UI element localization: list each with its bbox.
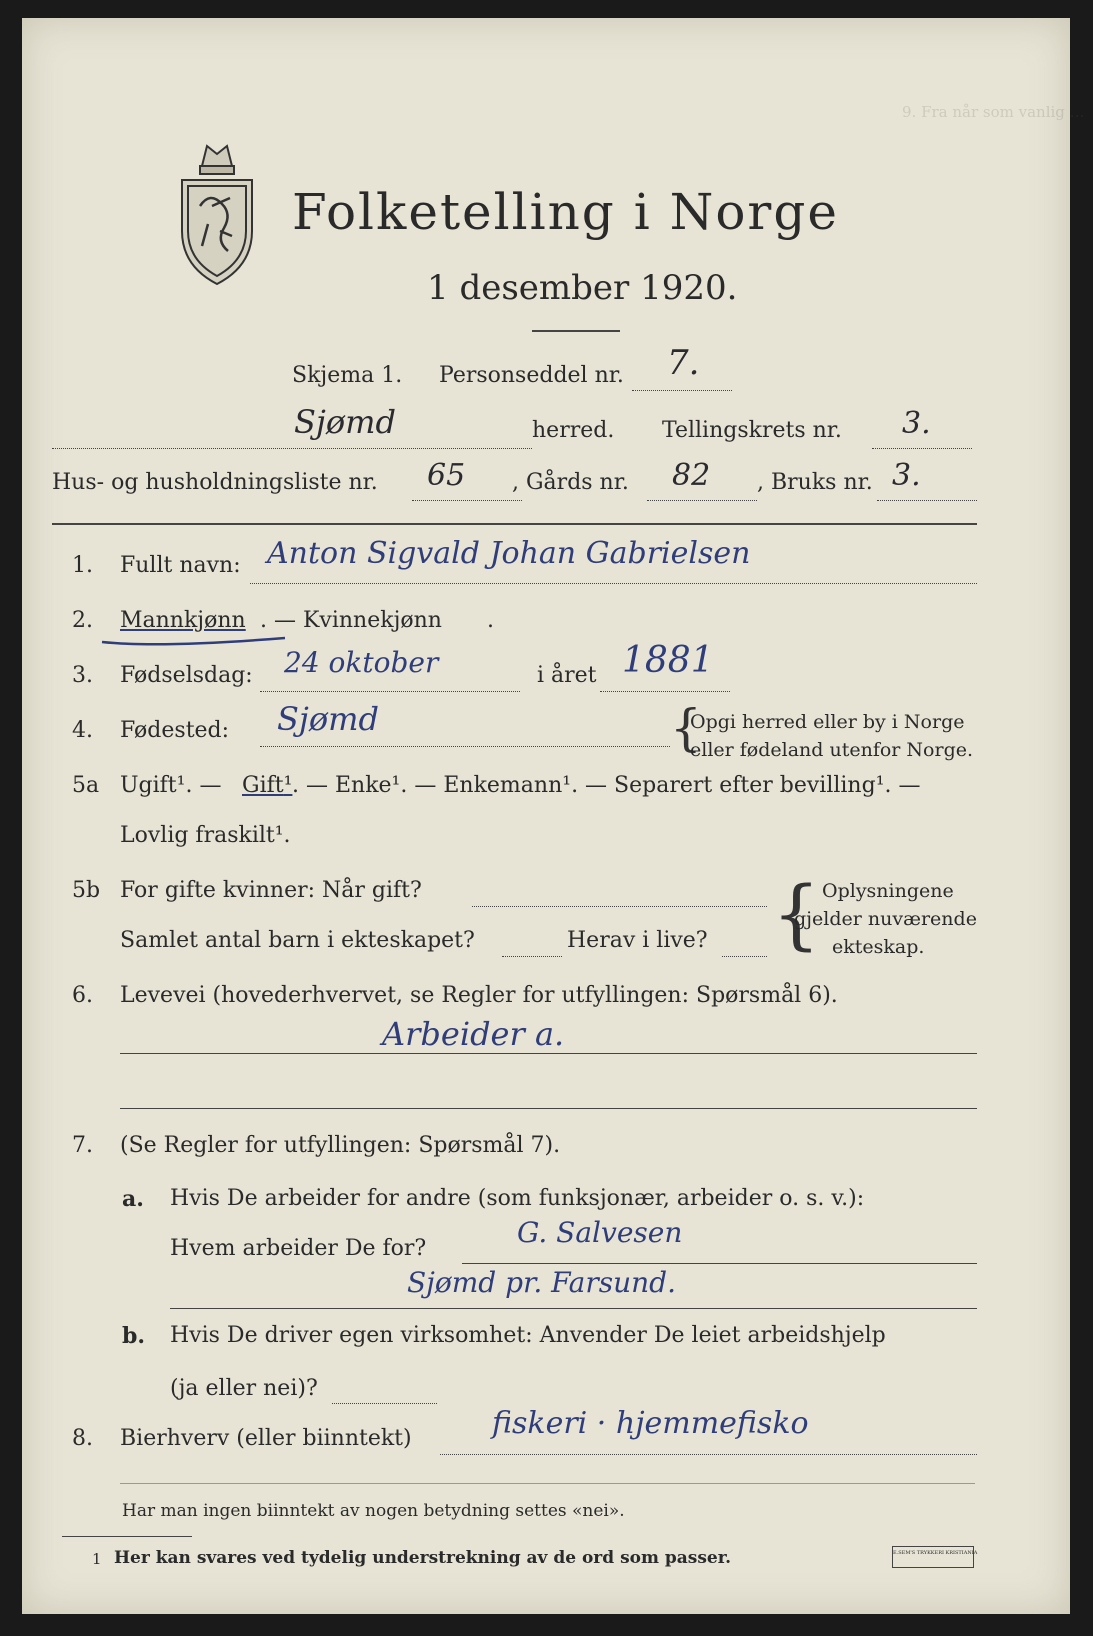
q4-note-line2: eller fødeland utenfor Norge. — [690, 739, 974, 761]
herred-value: Sjømd — [294, 403, 396, 441]
q5b-alive-line — [722, 956, 767, 957]
q5a-married-option: Gift¹ — [242, 773, 293, 798]
q2-underline-stroke — [100, 628, 290, 650]
footnote-mark: 1 — [92, 1550, 102, 1568]
bruks-value: 3. — [892, 458, 921, 493]
q4-note-line1: Opgi herred eller by i Norge — [690, 711, 965, 733]
q5b-children-line — [502, 956, 562, 957]
q2-end: . — [487, 608, 494, 633]
q3-year-line — [600, 691, 730, 692]
title-rule — [532, 330, 620, 332]
q4-brace: { — [670, 699, 702, 757]
q7b-line — [332, 1403, 437, 1404]
footnote-text: Her kan svares ved tydelig understrekning av de ord som passer. — [114, 1548, 732, 1568]
husliste-value: 65 — [427, 458, 466, 493]
q4-label: Fødested: — [120, 718, 230, 743]
q7a-employer-value-1: G. Salvesen — [517, 1216, 683, 1249]
bruks-label: , Bruks nr. — [757, 470, 873, 495]
tellingskrets-label: Tellingskrets nr. — [662, 418, 842, 443]
q6-number: 6. — [72, 983, 93, 1008]
q5a-unmarried: Ugift¹. — — [120, 773, 222, 798]
gards-label: , Gårds nr. — [512, 470, 629, 495]
q5a-divorced-option: Lovlig fraskilt¹. — [120, 823, 291, 848]
q5b-note-line1: Oplysningene — [822, 880, 954, 902]
tellingskrets-value: 3. — [902, 406, 931, 441]
q8-line — [440, 1454, 977, 1455]
tellingskrets-line — [872, 448, 972, 449]
q5b-brace: { — [772, 869, 821, 958]
q7a-employer-value-2: Sjømd pr. Farsund. — [407, 1266, 676, 1299]
q3-value: 24 oktober — [284, 646, 439, 679]
q7b-label: Hvis De driver egen virksomhet: Anvender De leiet arbeidshjelp — [170, 1323, 886, 1348]
q5b-children-label: Samlet antal barn i ekteskapet? — [120, 928, 475, 953]
q1-number: 1. — [72, 553, 93, 578]
q6-line-1 — [120, 1053, 977, 1054]
husliste-line — [412, 500, 522, 501]
q1-label: Fullt navn: — [120, 553, 241, 578]
q7a-employer-line-2 — [170, 1308, 977, 1309]
q3-number: 3. — [72, 663, 93, 688]
q5a-number: 5a — [72, 773, 100, 798]
q5b-note-line3: ekteskap. — [832, 936, 925, 958]
q8-value: fiskeri · hjemmefisko — [492, 1406, 809, 1441]
q2-female-option: . — Kvinnekjønn — [260, 608, 442, 633]
q5b-alive-label: Herav i live? — [567, 928, 708, 953]
schema-label: Skjema 1. — [292, 363, 403, 388]
bleed-through-text: 9. Fra når som vanlig … — [902, 103, 1085, 121]
census-form-sheet — [22, 18, 1085, 1614]
form-title: Folketelling i Norge — [292, 183, 839, 241]
q7a-employer-line-1 — [462, 1263, 977, 1264]
gards-value: 82 — [672, 458, 711, 493]
q7b-yes-no-label: (ja eller nei)? — [170, 1376, 318, 1401]
q5b-when-married-label: For gifte kvinner: Når gift? — [120, 878, 422, 903]
herred-label: herred. — [532, 418, 615, 443]
q6-line-2 — [120, 1108, 977, 1109]
herred-line — [52, 448, 532, 449]
q7-number: 7. — [72, 1133, 93, 1158]
q4-value: Sjømd — [277, 700, 379, 738]
form-date: 1 desember 1920. — [427, 268, 738, 308]
printer-stamp: E.SEM'S TRYKKERI KRISTIANIA — [892, 1546, 974, 1568]
q7b-letter: b. — [122, 1323, 146, 1349]
footnote-rule — [62, 1536, 192, 1537]
q6-value: Arbeider a. — [382, 1015, 565, 1053]
gards-line — [647, 500, 757, 501]
q7a-label: Hvis De arbeider for andre (som funksjonær, arbeider o. s. v.): — [170, 1186, 865, 1211]
personseddel-line — [632, 390, 732, 391]
q5a-ugift-text: Ugift — [120, 773, 177, 798]
q7-label: (Se Regler for utfyllingen: Spørsmål 7). — [120, 1133, 561, 1158]
q2-male-option: Mannkjønn — [120, 608, 246, 633]
q7a-employer-label: Hvem arbeider De for? — [170, 1236, 427, 1261]
q5a-rest-options: . — Enke¹. — Enkemann¹. — Separert efter bevilling¹. — — [292, 773, 921, 798]
header-divider — [52, 523, 977, 525]
bruks-line — [877, 500, 977, 501]
q4-line — [260, 746, 670, 747]
personseddel-value: 7. — [667, 343, 700, 383]
q2-number: 2. — [72, 608, 93, 633]
q5a-gift-text: Gift — [242, 773, 284, 798]
q7a-letter: a. — [122, 1186, 144, 1212]
q3-line — [260, 691, 520, 692]
q3-label: Fødselsdag: — [120, 663, 253, 688]
q1-value: Anton Sigvald Johan Gabrielsen — [267, 536, 751, 571]
q5b-when-line — [472, 906, 767, 907]
q3-year-value: 1881 — [622, 640, 714, 681]
q5b-note-line2: gjelder nuværende — [794, 908, 977, 930]
q4-number: 4. — [72, 718, 93, 743]
footer-note: Har man ingen biinntekt av nogen betydning settes «nei». — [122, 1501, 625, 1521]
q8-label: Bierhverv (eller biinntekt) — [120, 1426, 412, 1451]
footer-rule — [120, 1483, 975, 1484]
q6-label: Levevei (hovederhvervet, se Regler for utfyllingen: Spørsmål 6). — [120, 983, 838, 1008]
coat-of-arms-icon — [172, 136, 262, 286]
q1-line — [250, 583, 977, 584]
personseddel-label: Personseddel nr. — [439, 363, 624, 388]
q8-number: 8. — [72, 1426, 93, 1451]
husliste-label: Hus- og husholdningsliste nr. — [52, 470, 378, 495]
q3-year-label: i året — [537, 663, 597, 688]
q5b-number: 5b — [72, 878, 101, 903]
